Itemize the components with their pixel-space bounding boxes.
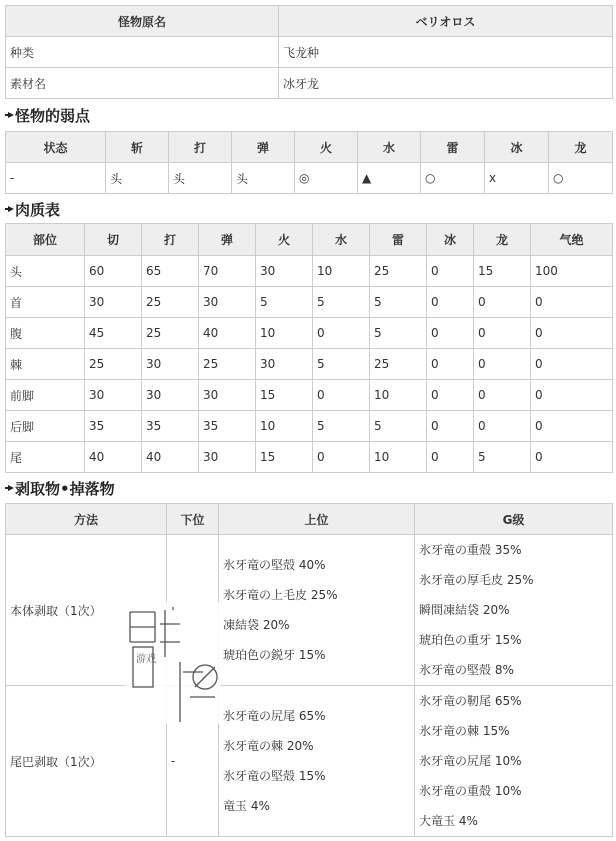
hitzone-header-row	[6, 224, 613, 256]
weakness-header-cell: 斩	[106, 132, 169, 163]
weakness-header-cell: 雷	[421, 132, 485, 163]
drop-item: 凍結袋 20%	[223, 618, 290, 632]
drop-item: 瞬間凍結袋 20%	[419, 603, 510, 617]
weakness-title-text: 怪物的弱点	[15, 106, 91, 125]
info-value-material: 冰牙龙	[279, 68, 613, 99]
hitzone-row	[6, 380, 613, 411]
drop-item: 氷牙竜の棘 15%	[419, 724, 510, 738]
drop-item: 氷牙竜の尻尾 65%	[223, 709, 326, 723]
weakness-cell: ◎	[295, 163, 358, 194]
hitzone-value-cell: 25	[370, 349, 427, 380]
hitzone-value-cell: 65	[142, 256, 199, 287]
hitzone-value-cell: 0	[531, 349, 613, 380]
drop-item: 氷牙竜の重殻 10%	[419, 784, 522, 798]
weakness-section-title	[5, 104, 90, 126]
hitzone-value-cell: 5	[370, 287, 427, 318]
arrow-right-icon	[8, 112, 14, 118]
drops-header-cell: G级	[415, 504, 613, 535]
hitzone-value-cell: 0	[427, 256, 474, 287]
hitzone-header-cell: 部位	[6, 224, 85, 256]
weakness-header-cell: 打	[169, 132, 232, 163]
hitzone-title-text: 肉质表	[15, 200, 61, 219]
weakness-header-cell: 状态	[6, 132, 106, 163]
hitzone-value-cell: 15	[256, 442, 313, 473]
drops-g-cell	[415, 686, 613, 837]
drops-low-cell: -	[167, 686, 219, 837]
weakness-table	[5, 131, 613, 194]
hitzone-value-cell: 0	[427, 442, 474, 473]
info-header-name: 怪物原名	[6, 6, 279, 37]
drops-body	[6, 535, 613, 837]
info-header-value: ベリオロス	[279, 6, 613, 37]
hitzone-header-cell: 打	[142, 224, 199, 256]
hitzone-row	[6, 318, 613, 349]
hitzone-value-cell: 30	[85, 287, 142, 318]
arrow-right-icon	[8, 206, 14, 212]
hitzone-header-cell: 龙	[474, 224, 531, 256]
hitzone-header-cell: 水	[313, 224, 370, 256]
hitzone-value-cell: 0	[427, 287, 474, 318]
weakness-header-cell: 弹	[232, 132, 295, 163]
weakness-cell: 头	[106, 163, 169, 194]
hitzone-value-cell: 40	[142, 442, 199, 473]
watermark-logo	[125, 602, 221, 724]
drop-item: 氷牙竜の堅殻 40%	[223, 558, 326, 572]
weakness-value-row	[6, 163, 613, 194]
hitzone-value-cell: 0	[427, 411, 474, 442]
hitzone-value-cell: 15	[256, 380, 313, 411]
hitzone-header-cell: 切	[85, 224, 142, 256]
hitzone-value-cell: 30	[256, 256, 313, 287]
arrow-right-icon	[8, 485, 14, 491]
drop-item: 氷牙竜の堅殻 8%	[419, 663, 514, 677]
hitzone-value-cell: 0	[531, 442, 613, 473]
hitzone-value-cell: 10	[313, 256, 370, 287]
hitzone-value-cell: 30	[142, 380, 199, 411]
hitzone-value-cell: 0	[531, 318, 613, 349]
hitzone-section-title	[5, 198, 60, 220]
drop-item: 大竜玉 4%	[419, 814, 478, 828]
info-label-type: 种类	[6, 37, 279, 68]
hitzone-value-cell: 5	[370, 411, 427, 442]
drops-row	[6, 686, 613, 837]
hitzone-value-cell: 0	[474, 287, 531, 318]
drop-item: 氷牙竜の靭尾 65%	[419, 694, 522, 708]
hitzone-value-cell: 35	[85, 411, 142, 442]
drops-high-cell	[219, 535, 415, 686]
hitzone-row	[6, 442, 613, 473]
hitzone-value-cell: 5	[313, 287, 370, 318]
drops-header-cell: 方法	[6, 504, 167, 535]
hitzone-value-cell: 10	[370, 380, 427, 411]
hitzone-value-cell: 0	[474, 349, 531, 380]
hitzone-part-cell: 后脚	[6, 411, 85, 442]
weakness-header-cell: 水	[358, 132, 421, 163]
hitzone-value-cell: 0	[474, 380, 531, 411]
hitzone-value-cell: 30	[142, 349, 199, 380]
hitzone-row	[6, 256, 613, 287]
hitzone-header-cell: 气绝	[531, 224, 613, 256]
weakness-cell: ▲	[358, 163, 421, 194]
hitzone-value-cell: 5	[370, 318, 427, 349]
hitzone-part-cell: 腹	[6, 318, 85, 349]
hitzone-value-cell: 25	[199, 349, 256, 380]
hitzone-value-cell: 35	[142, 411, 199, 442]
hitzone-value-cell: 25	[85, 349, 142, 380]
hitzone-value-cell: 25	[142, 318, 199, 349]
hitzone-value-cell: 0	[427, 380, 474, 411]
drops-high-cell	[219, 686, 415, 837]
hitzone-part-cell: 头	[6, 256, 85, 287]
hitzone-value-cell: 30	[199, 442, 256, 473]
drops-table	[5, 503, 613, 837]
hitzone-value-cell: 0	[427, 318, 474, 349]
drops-g-cell	[415, 535, 613, 686]
drops-row	[6, 535, 613, 686]
info-value-type: 飞龙种	[279, 37, 613, 68]
hitzone-value-cell: 15	[474, 256, 531, 287]
hitzone-value-cell: 5	[313, 411, 370, 442]
hitzone-value-cell: 10	[256, 411, 313, 442]
hitzone-row	[6, 287, 613, 318]
drops-header-cell: 下位	[167, 504, 219, 535]
drops-method-cell: 尾巴剥取（1次）	[6, 686, 167, 837]
hitzone-value-cell: 100	[531, 256, 613, 287]
drops-header-cell: 上位	[219, 504, 415, 535]
hitzone-value-cell: 0	[427, 349, 474, 380]
watermark-text: 游戏	[136, 654, 156, 665]
hitzone-part-cell: 前脚	[6, 380, 85, 411]
weakness-header-row	[6, 132, 613, 163]
drops-method-cell: 本体剥取（1次）	[6, 535, 167, 686]
drop-item: 氷牙竜の重殻 35%	[419, 543, 522, 557]
drop-item: 氷牙竜の棘 20%	[223, 739, 314, 753]
hitzone-value-cell: 0	[313, 318, 370, 349]
hitzone-value-cell: 0	[474, 411, 531, 442]
weakness-cell: ○	[421, 163, 485, 194]
hitzone-row	[6, 411, 613, 442]
hitzone-part-cell: 尾	[6, 442, 85, 473]
hitzone-part-cell: 棘	[6, 349, 85, 380]
hitzone-value-cell: 5	[256, 287, 313, 318]
hitzone-header-cell: 冰	[427, 224, 474, 256]
hitzone-value-cell: 10	[256, 318, 313, 349]
drop-item: 琥珀色の鋭牙 15%	[223, 648, 326, 662]
info-label-material: 素材名	[6, 68, 279, 99]
hitzone-value-cell: 0	[531, 287, 613, 318]
hitzone-value-cell: 30	[199, 380, 256, 411]
hitzone-value-cell: 0	[313, 442, 370, 473]
weakness-cell: 头	[232, 163, 295, 194]
drops-title-text: 剥取物•掉落物	[15, 479, 115, 498]
hitzone-value-cell: 10	[370, 442, 427, 473]
hitzone-value-cell: 40	[199, 318, 256, 349]
drop-item: 竜玉 4%	[223, 799, 270, 813]
hitzone-value-cell: 25	[370, 256, 427, 287]
drop-item: 氷牙竜の尻尾 10%	[419, 754, 522, 768]
drop-item: 氷牙竜の堅殻 15%	[223, 769, 326, 783]
monster-info-table	[5, 5, 613, 99]
hitzone-value-cell: 30	[199, 287, 256, 318]
hitzone-value-cell: 0	[531, 411, 613, 442]
hitzone-value-cell: 0	[313, 380, 370, 411]
hitzone-value-cell: 5	[474, 442, 531, 473]
hitzone-value-cell: 0	[531, 380, 613, 411]
hitzone-value-cell: 5	[313, 349, 370, 380]
hitzone-value-cell: 0	[474, 318, 531, 349]
hitzone-value-cell: 45	[85, 318, 142, 349]
hitzone-value-cell: 40	[85, 442, 142, 473]
drops-section-title	[5, 477, 115, 499]
drop-item: 琥珀色の重牙 15%	[419, 633, 522, 647]
hitzone-value-cell: 60	[85, 256, 142, 287]
weakness-cell: 头	[169, 163, 232, 194]
hitzone-value-cell: 25	[142, 287, 199, 318]
drops-header-row	[6, 504, 613, 535]
hitzone-value-cell: 35	[199, 411, 256, 442]
hitzone-value-cell: 30	[85, 380, 142, 411]
weakness-cell: ○	[549, 163, 613, 194]
weakness-header-cell: 火	[295, 132, 358, 163]
weakness-cell: -	[6, 163, 106, 194]
hitzone-header-cell: 火	[256, 224, 313, 256]
hitzone-row	[6, 349, 613, 380]
hitzone-table	[5, 223, 613, 473]
hitzone-part-cell: 首	[6, 287, 85, 318]
hitzone-body	[6, 256, 613, 473]
watermark-logo-icon	[125, 602, 221, 724]
drop-item: 氷牙竜の厚毛皮 25%	[419, 573, 534, 587]
hitzone-header-cell: 弹	[199, 224, 256, 256]
weakness-header-cell: 冰	[485, 132, 549, 163]
weakness-cell: x	[485, 163, 549, 194]
weakness-header-cell: 龙	[549, 132, 613, 163]
hitzone-header-cell: 雷	[370, 224, 427, 256]
drop-item: 氷牙竜の上毛皮 25%	[223, 588, 338, 602]
hitzone-value-cell: 30	[256, 349, 313, 380]
hitzone-value-cell: 70	[199, 256, 256, 287]
